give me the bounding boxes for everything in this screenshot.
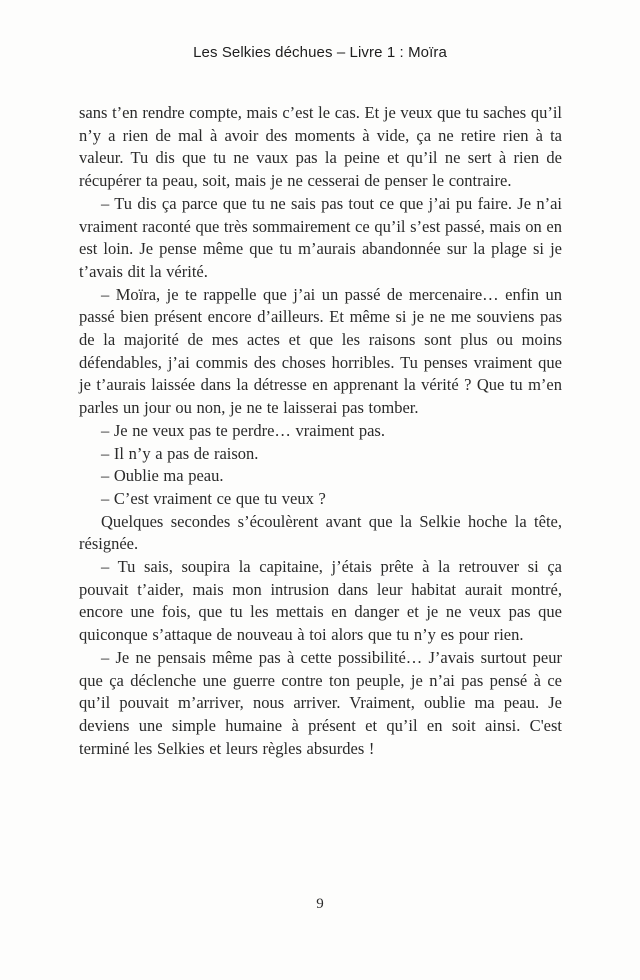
page-body-text [79,102,562,760]
paragraph: sans t’en rendre compte, mais c’est le cas. Et je veux que tu saches qu’il n’y a rien de mal à avoir des moments à vide, ça ne retire rien à ta valeur. Tu dis que tu ne vaux pas la peine et qu’il ne sert à rien de récupérer ta peau, soit, mais je ne cesserai de penser le contraire. [79,103,562,191]
paragraph: – Oublie ma peau. [101,466,224,486]
paragraph: – Tu dis ça parce que tu ne sais pas tout ce que j’ai pu faire. Je n’ai vraiment raconté que très sommairement ce qu’il s’est passé, mais on en est loin. Je pense même que tu m’aurais abandonnée sur la plage si je t’avais dit la vérité. [79,193,562,281]
paragraph: – Moïra, je te rappelle que j’ai un passé de mercenaire… enfin un passé bien présent encore d’ailleurs. Et même si je ne me souviens pas de la majorité de mes actes et que les raisons sont plus ou moins défendables, j’ai commis des choses horribles. Tu penses vraiment que je t’aurais laissée dans la détresse en apprenant la vérité ? Que tu m’en parles un jour ou non, je ne te laisserai pas tomber. [79,284,562,418]
paragraph: – Il n’y a pas de raison. [101,443,259,463]
paragraph: – C’est vraiment ce que tu veux ? [101,488,326,508]
paragraph: – Je ne pensais même pas à cette possibilité… J’avais surtout peur que ça déclenche une guerre contre ton peuple, je n’ai pas pensé à ce qu’il pouvait m’arriver, nous arriver. Vraiment, oublie ma peau. Je deviens une simple humaine à présent et qu’il en soit ainsi. C'est terminé les Selkies et leurs règles absurdes ! [79,647,562,758]
paragraph: – Je ne veux pas te perdre… vraiment pas. [101,420,385,440]
paragraph: Quelques secondes s’écoulèrent avant que la Selkie hoche la tête, résignée. [79,511,562,554]
paragraph: – Tu sais, soupira la capitaine, j’étais prête à la retrouver si ça pouvait t’aider, mais mon intrusion dans leur habitat aurait montré, encore une fois, que tu les mettais en danger et je ne veux pas que quiconque s’attaque de nouveau à toi alors que tu n’y es pour rien. [79,557,562,645]
running-header: Les Selkies déchues – Livre 1 : Moïra [193,44,447,61]
page-number: 9 [316,896,324,912]
